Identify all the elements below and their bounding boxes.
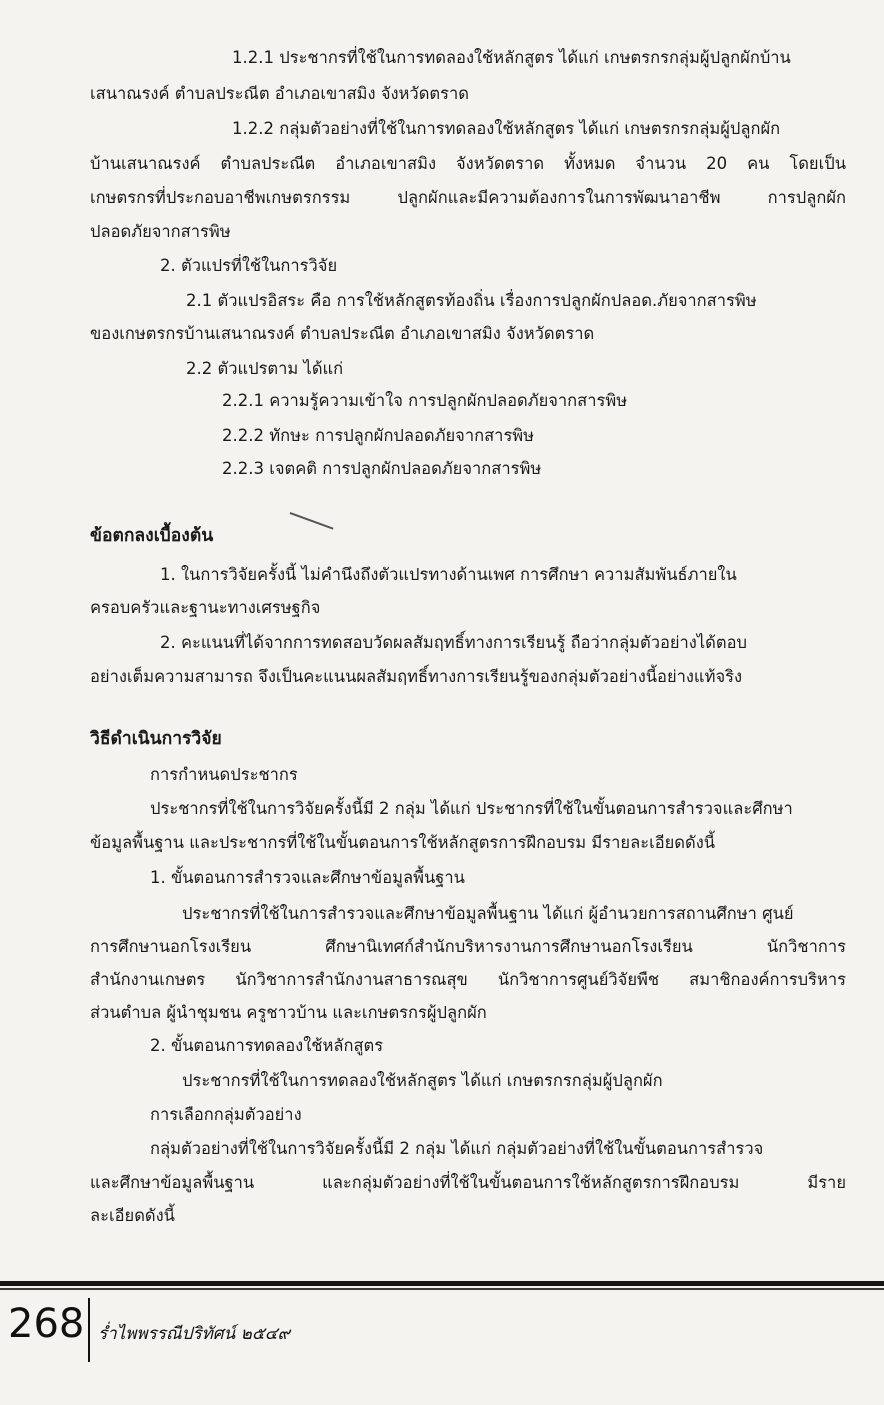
subheading: การเลือกกลุ่มตัวอย่าง	[150, 1105, 302, 1124]
text-line: 2. ขั้นตอนการทดลองใช้หลักสูตร	[150, 1036, 384, 1055]
text-line: ของเกษตรกรบ้านเสนาณรงค์ ตำบลประณีต อำเภอเขาสมิง จังหวัดตราด	[90, 324, 595, 343]
text-line: ประชากรที่ใช้ในการสำรวจและศึกษาข้อมูลพื้นฐาน ได้แก่ ผู้อำนวยการสถานศึกษา ศูนย์	[182, 904, 794, 923]
section-heading: ข้อตกลงเบื้องต้น	[90, 526, 214, 546]
text-line: ข้อมูลพื้นฐาน และประชากรที่ใช้ในขั้นตอนการใช้หลักสูตรการฝึกอบรม มีรายละเอียดดังนี้	[90, 833, 716, 852]
text-line: ประชากรที่ใช้ในการวิจัยครั้งนี้มี 2 กลุ่ม ได้แก่ ประชากรที่ใช้ในขั้นตอนการสำรวจและศึกษา	[150, 799, 793, 818]
text-line: บ้านเสนาณรงค์ ตำบลประณีต อำเภอเขาสมิง จังหวัดตราด ทั้งหมด จำนวน 20 คน โดยเป็น	[90, 154, 846, 173]
text-line: 2. คะแนนที่ได้จากการทดสอบวัดผลสัมฤทธิ์ทางการเรียนรู้ ถือว่ากลุ่มตัวอย่างได้ตอบ	[160, 633, 747, 652]
text-line: เกษตรกรที่ประกอบอาชีพเกษตรกรรม ปลูกผักและมีความต้องการในการพัฒนาอาชีพ การปลูกผัก	[90, 188, 846, 207]
text-line: 2.2.3 เจตคติ การปลูกผักปลอดภัยจากสารพิษ	[222, 459, 542, 478]
text-line: ครอบครัวและฐานะทางเศรษฐกิจ	[90, 598, 321, 617]
section-heading: วิธีดำเนินการวิจัย	[90, 729, 222, 749]
footer-rule-thin	[0, 1288, 884, 1290]
text-line: ปลอดภัยจากสารพิษ	[90, 222, 231, 241]
text-line: ส่วนตำบล ผู้นำชุมชน ครูชาวบ้าน และเกษตรกรผู้ปลูกผัก	[90, 1003, 487, 1022]
text-line: 2.1 ตัวแปรอิสระ คือ การใช้หลักสูตรท้องถิ่น เรื่องการปลูกผักปลอด.ภัยจากสารพิษ	[186, 291, 757, 310]
page-number: 268	[8, 1301, 85, 1347]
text-line: เสนาณรงค์ ตำบลประณีต อำเภอเขาสมิง จังหวัดตราด	[90, 84, 469, 103]
pen-mark	[290, 512, 334, 529]
text-line: 1. ในการวิจัยครั้งนี้ ไม่คำนึงถึงตัวแปรทางด้านเพศ การศึกษา ความสัมพันธ์ภายใน	[160, 565, 737, 584]
text-line: 2.2.1 ความรู้ความเข้าใจ การปลูกผักปลอดภัยจากสารพิษ	[222, 391, 628, 410]
text-line: ละเอียดดังนี้	[90, 1206, 175, 1225]
text-line: อย่างเต็มความสามารถ จึงเป็นคะแนนผลสัมฤทธิ์ทางการเรียนรู้ของกลุ่มตัวอย่างนี้อย่างแท้จริง	[90, 667, 743, 686]
text-line: 2.2 ตัวแปรตาม ได้แก่	[186, 359, 344, 378]
text-line: 1.2.1 ประชากรที่ใช้ในการทดลองใช้หลักสูตร ได้แก่ เกษตรกรกลุ่มผู้ปลูกผักบ้าน	[232, 48, 791, 67]
footer-divider	[88, 1298, 90, 1362]
text-line: 1. ขั้นตอนการสำรวจและศึกษาข้อมูลพื้นฐาน	[150, 868, 465, 887]
text-line: การศึกษานอกโรงเรียน ศึกษานิเทศก์สำนักบริหารงานการศึกษานอกโรงเรียน นักวิชาการ	[90, 937, 846, 956]
journal-name: ร่ำไพพรรณีปริทัศน์ ๒๕๔๙	[98, 1324, 291, 1344]
footer-rule	[0, 1281, 884, 1286]
text-line: และศึกษาข้อมูลพื้นฐาน และกลุ่มตัวอย่างที่ใช้ในขั้นตอนการใช้หลักสูตรการฝึกอบรม มีราย	[90, 1173, 846, 1192]
text-line: กลุ่มตัวอย่างที่ใช้ในการวิจัยครั้งนี้มี 2 กลุ่ม ได้แก่ กลุ่มตัวอย่างที่ใช้ในขั้นตอนการสำรวจ	[150, 1139, 764, 1158]
subheading: การกำหนดประชากร	[150, 765, 298, 784]
text-line: 1.2.2 กลุ่มตัวอย่างที่ใช้ในการทดลองใช้หลักสูตร ได้แก่ เกษตรกรกลุ่มผู้ปลูกผัก	[232, 119, 781, 138]
text-line: สำนักงานเกษตร นักวิชาการสำนักงานสาธารณสุข นักวิชาการศูนย์วิจัยพืช สมาชิกองค์การบริหาร	[90, 970, 846, 989]
section-item: 2. ตัวแปรที่ใช้ในการวิจัย	[160, 256, 338, 275]
text-line: 2.2.2 ทักษะ การปลูกผักปลอดภัยจากสารพิษ	[222, 426, 535, 445]
text-line: ประชากรที่ใช้ในการทดลองใช้หลักสูตร ได้แก่ เกษตรกรกลุ่มผู้ปลูกผัก	[182, 1071, 663, 1090]
